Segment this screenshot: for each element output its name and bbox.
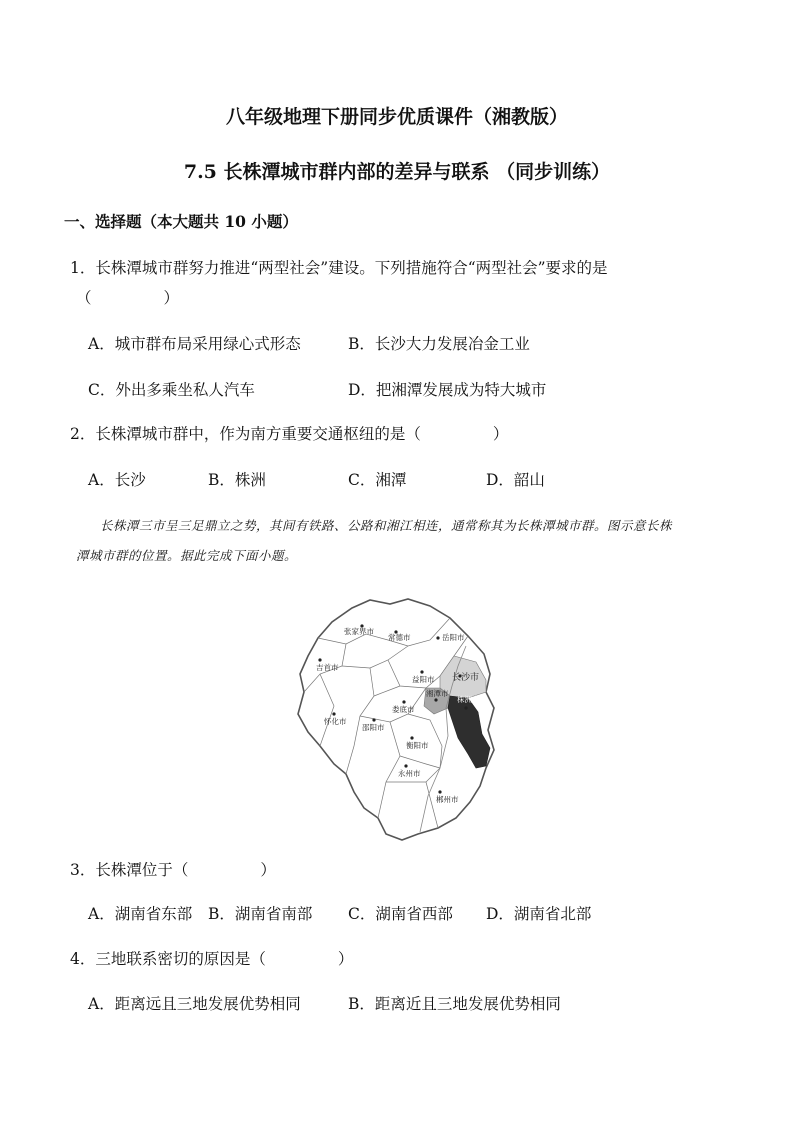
question-2-text: 2．长株潭城市群中，作为南方重要交通枢纽的是（: [70, 425, 421, 443]
label-yiyang: 益阳市: [412, 675, 435, 684]
hunan-map: [290, 596, 500, 846]
question-2-stem: [70, 424, 508, 444]
question-3-option-a[interactable]: A．湖南省东部: [88, 905, 193, 923]
label-huaihua: 怀化市: [324, 717, 347, 726]
label-zhuzhou: 株洲市: [457, 695, 480, 704]
question-4-option-b[interactable]: B．距离近且三地发展优势相同: [348, 995, 561, 1013]
label-changsha: 长沙市: [452, 673, 480, 683]
label-zhangjiajie: 张家界市: [344, 627, 374, 636]
label-shaoyang: 邵阳市: [362, 723, 385, 732]
label-yongzhou: 永州市: [398, 769, 421, 778]
question-4-stem: [70, 949, 353, 969]
question-4-text: 4．三地联系密切的原因是（: [70, 950, 266, 968]
paren-close: ）: [492, 425, 509, 443]
question-1-option-c[interactable]: C．外出多乘坐私人汽车: [88, 381, 255, 399]
label-loudi: 娄底市: [392, 705, 415, 714]
question-2-option-d[interactable]: D．韶山: [486, 471, 545, 489]
passage-line-2: 潭城市群的位置。据此完成下面小题。: [76, 548, 298, 563]
page-subtitle: 7.5 长株潭城市群内部的差异与联系 （同步训练）: [183, 161, 611, 183]
paren-close: ）: [337, 950, 354, 968]
paren-open: （: [76, 289, 92, 307]
label-jishou: 吉首市: [316, 663, 339, 672]
question-1-answer-blank[interactable]: [76, 288, 179, 308]
paren-close: ）: [260, 861, 276, 879]
page-title: 八年级地理下册同步优质课件（湘教版）: [225, 106, 568, 128]
question-3-option-b[interactable]: B．湖南省南部: [208, 905, 313, 923]
question-1-option-a[interactable]: A．城市群布局采用绿心式形态: [88, 335, 301, 353]
question-3-option-c[interactable]: C．湖南省西部: [348, 905, 453, 923]
question-2-option-b[interactable]: B．株洲: [208, 471, 266, 489]
question-3-stem: [70, 860, 276, 880]
question-3-option-d[interactable]: D．湖南省北部: [486, 905, 592, 923]
question-1-stem: 1．长株潭城市群努力推进“两型社会”建设。下列措施符合“两型社会”要求的是: [70, 259, 608, 277]
passage-line-1: 长株潭三市呈三足鼎立之势，其间有铁路、公路和湘江相连，通常称其为长株潭城市群。图示意长株: [100, 518, 673, 533]
label-hengyang: 衡阳市: [406, 741, 429, 750]
paren-close: ）: [163, 289, 180, 307]
question-1-option-b[interactable]: B．长沙大力发展冶金工业: [348, 335, 530, 353]
question-4-option-a[interactable]: A．距离远且三地发展优势相同: [88, 995, 301, 1013]
question-1-option-d[interactable]: D．把湘潭发展成为特大城市: [348, 381, 547, 399]
question-2-option-c[interactable]: C．湘潭: [348, 471, 407, 489]
label-changde: 常德市: [388, 633, 411, 642]
label-yueyang: 岳阳市: [442, 633, 465, 642]
question-2-option-a[interactable]: A．长沙: [88, 471, 146, 489]
label-chenzhou: 郴州市: [436, 795, 459, 804]
label-xiangtan: 湘潭市: [426, 689, 449, 698]
section-heading: 一、选择题（本大题共 10 小题）: [64, 212, 298, 231]
question-3-text: 3．长株潭位于（: [70, 861, 189, 879]
